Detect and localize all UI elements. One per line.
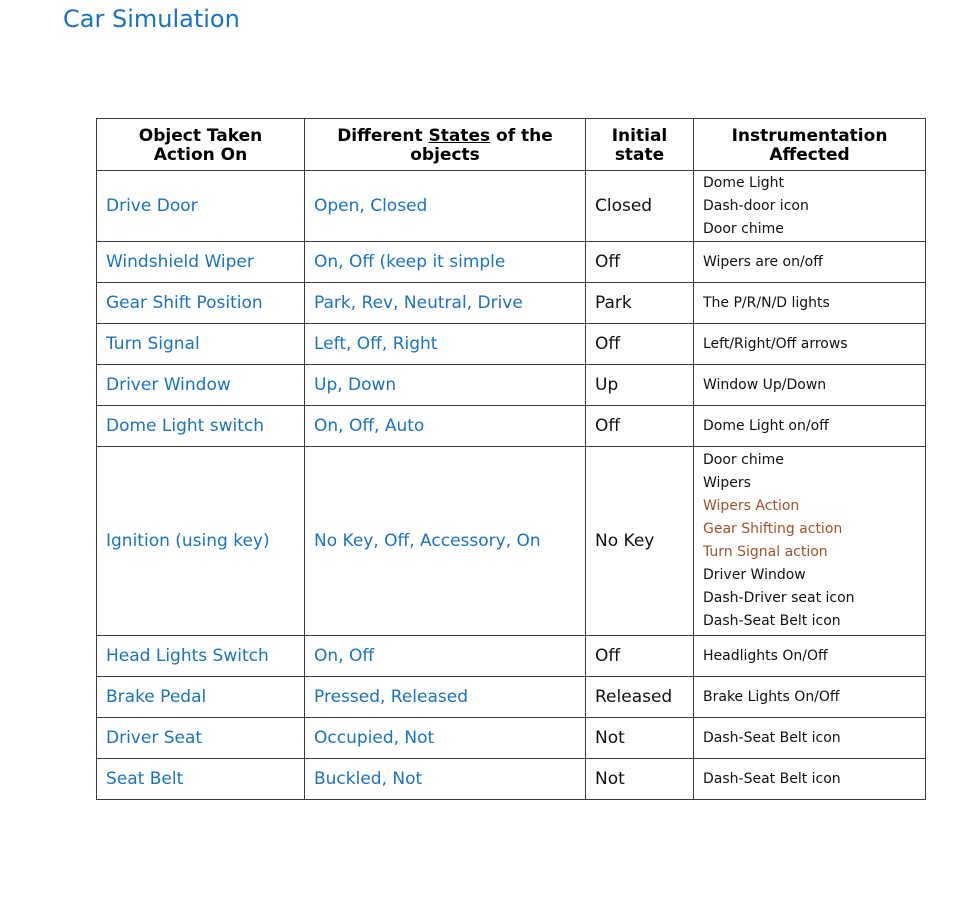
instrumentation-item: Brake Lights On/Off <box>703 688 840 705</box>
instrumentation-item: Dash-door icon <box>703 197 809 214</box>
table-row <box>97 677 926 718</box>
cell-object: Dome Light switch <box>97 406 305 447</box>
cell-initial-state: Off <box>586 242 694 283</box>
header-states-suffix: of the objects <box>410 125 553 165</box>
header-initial: Initial state <box>586 119 694 171</box>
instrumentation-item: Dash-Seat Belt icon <box>703 729 841 746</box>
cell-instrumentation <box>694 677 926 718</box>
instrumentation-item: Wipers are on/off <box>703 253 823 270</box>
table-row <box>97 447 926 636</box>
header-object: Object Taken Action On <box>97 119 305 171</box>
header-instrumentation: Instrumentation Affected <box>694 119 926 171</box>
cell-instrumentation <box>694 636 926 677</box>
cell-object: Drive Door <box>97 171 305 242</box>
table-body <box>97 171 926 800</box>
instrumentation-item: Wipers <box>703 475 751 491</box>
instrumentation-item: Dash-Seat Belt icon <box>703 613 841 629</box>
instrumentation-item: Left/Right/Off arrows <box>703 335 848 352</box>
cell-instrumentation <box>694 242 926 283</box>
instrumentation-item: Wipers Action <box>703 498 800 514</box>
cell-object: Ignition (using key) <box>97 447 305 636</box>
cell-initial-state: Released <box>586 677 694 718</box>
cell-initial-state: Off <box>586 636 694 677</box>
table-row <box>97 283 926 324</box>
cell-object: Turn Signal <box>97 324 305 365</box>
cell-instrumentation <box>694 718 926 759</box>
cell-states: Buckled, Not <box>305 759 586 800</box>
table-row <box>97 759 926 800</box>
cell-initial-state: Up <box>586 365 694 406</box>
instrumentation-item: Door chime <box>703 220 784 237</box>
instrumentation-item: Gear Shifting action <box>703 521 843 537</box>
instrumentation-item: Dash-Seat Belt icon <box>703 770 841 787</box>
cell-initial-state: No Key <box>586 447 694 636</box>
cell-object: Gear Shift Position <box>97 283 305 324</box>
table-row <box>97 636 926 677</box>
cell-initial-state: Park <box>586 283 694 324</box>
header-states-prefix: Different <box>337 125 429 146</box>
table-row <box>97 324 926 365</box>
cell-initial-state: Off <box>586 324 694 365</box>
car-states-table <box>96 118 926 800</box>
cell-states: Park, Rev, Neutral, Drive <box>305 283 586 324</box>
cell-states: On, Off (keep it simple <box>305 242 586 283</box>
instrumentation-item: The P/R/N/D lights <box>703 294 830 311</box>
table-row <box>97 365 926 406</box>
cell-states: No Key, Off, Accessory, On <box>305 447 586 636</box>
cell-states: On, Off, Auto <box>305 406 586 447</box>
cell-object: Windshield Wiper <box>97 242 305 283</box>
page-title: Car Simulation <box>63 5 240 33</box>
cell-states: Open, Closed <box>305 171 586 242</box>
cell-states: Occupied, Not <box>305 718 586 759</box>
cell-instrumentation <box>694 447 926 636</box>
cell-states: Pressed, Released <box>305 677 586 718</box>
header-states-underlined: States <box>428 125 491 146</box>
table-row <box>97 171 926 242</box>
cell-object: Seat Belt <box>97 759 305 800</box>
cell-instrumentation <box>694 171 926 242</box>
cell-instrumentation <box>694 283 926 324</box>
instrumentation-item: Dash-Driver seat icon <box>703 590 855 606</box>
instrumentation-item: Dome Light on/off <box>703 417 829 434</box>
cell-object: Brake Pedal <box>97 677 305 718</box>
cell-initial-state: Not <box>586 759 694 800</box>
instrumentation-item: Driver Window <box>703 567 806 583</box>
table-row <box>97 406 926 447</box>
cell-instrumentation <box>694 759 926 800</box>
cell-initial-state: Off <box>586 406 694 447</box>
table-row <box>97 718 926 759</box>
cell-states: Up, Down <box>305 365 586 406</box>
instrumentation-item: Headlights On/Off <box>703 647 828 664</box>
cell-object: Driver Seat <box>97 718 305 759</box>
cell-states: On, Off <box>305 636 586 677</box>
cell-instrumentation <box>694 406 926 447</box>
table-row <box>97 242 926 283</box>
instrumentation-item: Window Up/Down <box>703 376 827 393</box>
table-header-row <box>97 119 926 171</box>
instrumentation-item: Dome Light <box>703 174 784 191</box>
instrumentation-item: Door chime <box>703 452 784 468</box>
instrumentation-item: Turn Signal action <box>703 544 828 560</box>
cell-object: Driver Window <box>97 365 305 406</box>
header-states <box>305 119 586 171</box>
cell-instrumentation <box>694 324 926 365</box>
cell-instrumentation <box>694 365 926 406</box>
cell-initial-state: Not <box>586 718 694 759</box>
cell-object: Head Lights Switch <box>97 636 305 677</box>
cell-initial-state: Closed <box>586 171 694 242</box>
cell-states: Left, Off, Right <box>305 324 586 365</box>
